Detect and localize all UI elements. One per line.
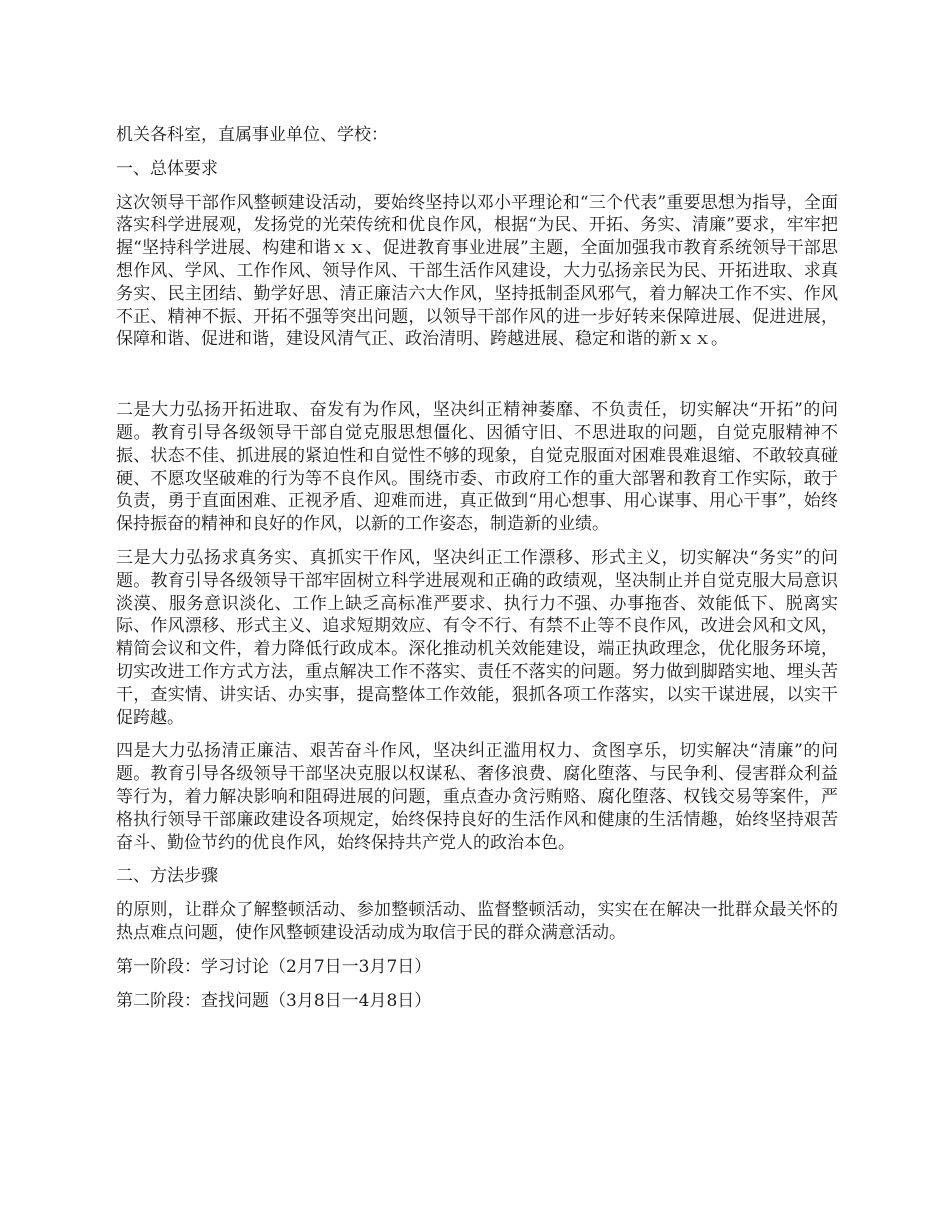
section-heading-method-steps: 二、方法步骤 (116, 866, 218, 887)
paragraph-overall-requirements: 这次领导干部作风整顿建设活动，要始终坚持以邓小平理论和“三个代表”重要思想为指导，全面落实科学进展观，发扬党的光荣传统和优良作风，根据“为民、开拓、务实、清廉”要求，牢牢把握“坚持科学进展、构建和谐ｘｘ、促进教育事业进展”主题，全面加强我市教育系统领导干部思想作风、学风、工作作风、领导作风、干部生活作风建设，大力弘扬亲民为民、开拓进取、求真务实、民主团结、勤学好思、清正廉洁六大作风，坚持抵制歪风邪气，着力解决工作不实、作风不正、精神不振、开拓不强等突出问题，以领导干部作风的进一步好转来保障进展、促进进展，保障和谐、促进和谐，建设风清气正、政治清明、跨越进展、稳定和谐的新ｘｘ。 (116, 192, 838, 350)
document-body (116, 124, 838, 1012)
paragraph-third-point: 三是大力弘扬求真务实、真抓实干作风，坚决纠正工作漂移、形式主义，切实解决“务实”的问题。教育引导各级领导干部牢固树立科学进展观和正确的政绩观，坚决制止并自觉克服大局意识淡漠、服务意识淡化、工作上缺乏高标准严要求、执行力不强、办事拖沓、效能低下、脱离实际、作风漂移、形式主义、追求短期效应、有令不行、有禁不止等不良作风，改进会风和文风，精简会议和文件，着力降低行政成本。深化推动机关效能建设，端正执政理念，优化服务环境，切实改进工作方式方法，重点解决工作不落实、责任不落实的问题。努力做到脚踏实地、埋头苦干，查实情、讲实话、办实事，提高整体工作效能，狠抓各项工作落实，以实干谋进展，以实干促跨越。 (116, 547, 838, 728)
paragraph-fourth-point: 四是大力弘扬清正廉洁、艰苦奋斗作风，坚决纠正滥用权力、贪图享乐，切实解决“清廉”的问题。教育引导各级领导干部坚决克服以权谋私、奢侈浪费、腐化堕落、与民争利、侵害群众利益等行为，着力解决影响和阻碍进展的问题，重点查办贪污贿赂、腐化堕落、权钱交易等案件，严格执行领导干部廉政建设各项规定，始终保持良好的生活作风和健康的生活情趣，始终坚持艰苦奋斗、勤俭节约的优良作风，始终保持共产党人的政治本色。 (116, 741, 838, 853)
salutation: 机关各科室，直属事业单位、学校： (116, 125, 388, 145)
paragraph-method-principle: 的原则，让群众了解整顿活动、参加整顿活动、监督整顿活动，实实在在解决一批群众最关怀的热点难点问题，使作风整顿建设活动成为取信于民的群众满意活动。 (116, 900, 838, 943)
section-heading-overall-requirements: 一、总体要求 (116, 158, 218, 179)
stage-two: 第二阶段：查找问题（3月8日一4月8日） (116, 990, 432, 1011)
paragraph-second-point: 二是大力弘扬开拓进取、奋发有为作风，坚决纠正精神萎靡、不负责任，切实解决“开拓”的问题。教育引导各级领导干部自觉克服思想僵化、因循守旧、不思进取的问题，自觉克服精神不振、状态不佳、抓进展的紧迫性和自觉性不够的现象，自觉克服面对困难畏难退缩、不敢较真碰硬、不愿攻坚破难的行为等不良作风。围绕市委、市政府工作的重大部署和教育工作实际，敢于负责，勇于直面困难、正视矛盾、迎难而进，真正做到“用心想事、用心谋事、用心干事”，始终保持振奋的精神和良好的作风，以新的工作姿态，制造新的业绩。 (116, 400, 838, 535)
stage-one: 第一阶段：学习讨论（2月7日一3月7日） (116, 956, 432, 977)
